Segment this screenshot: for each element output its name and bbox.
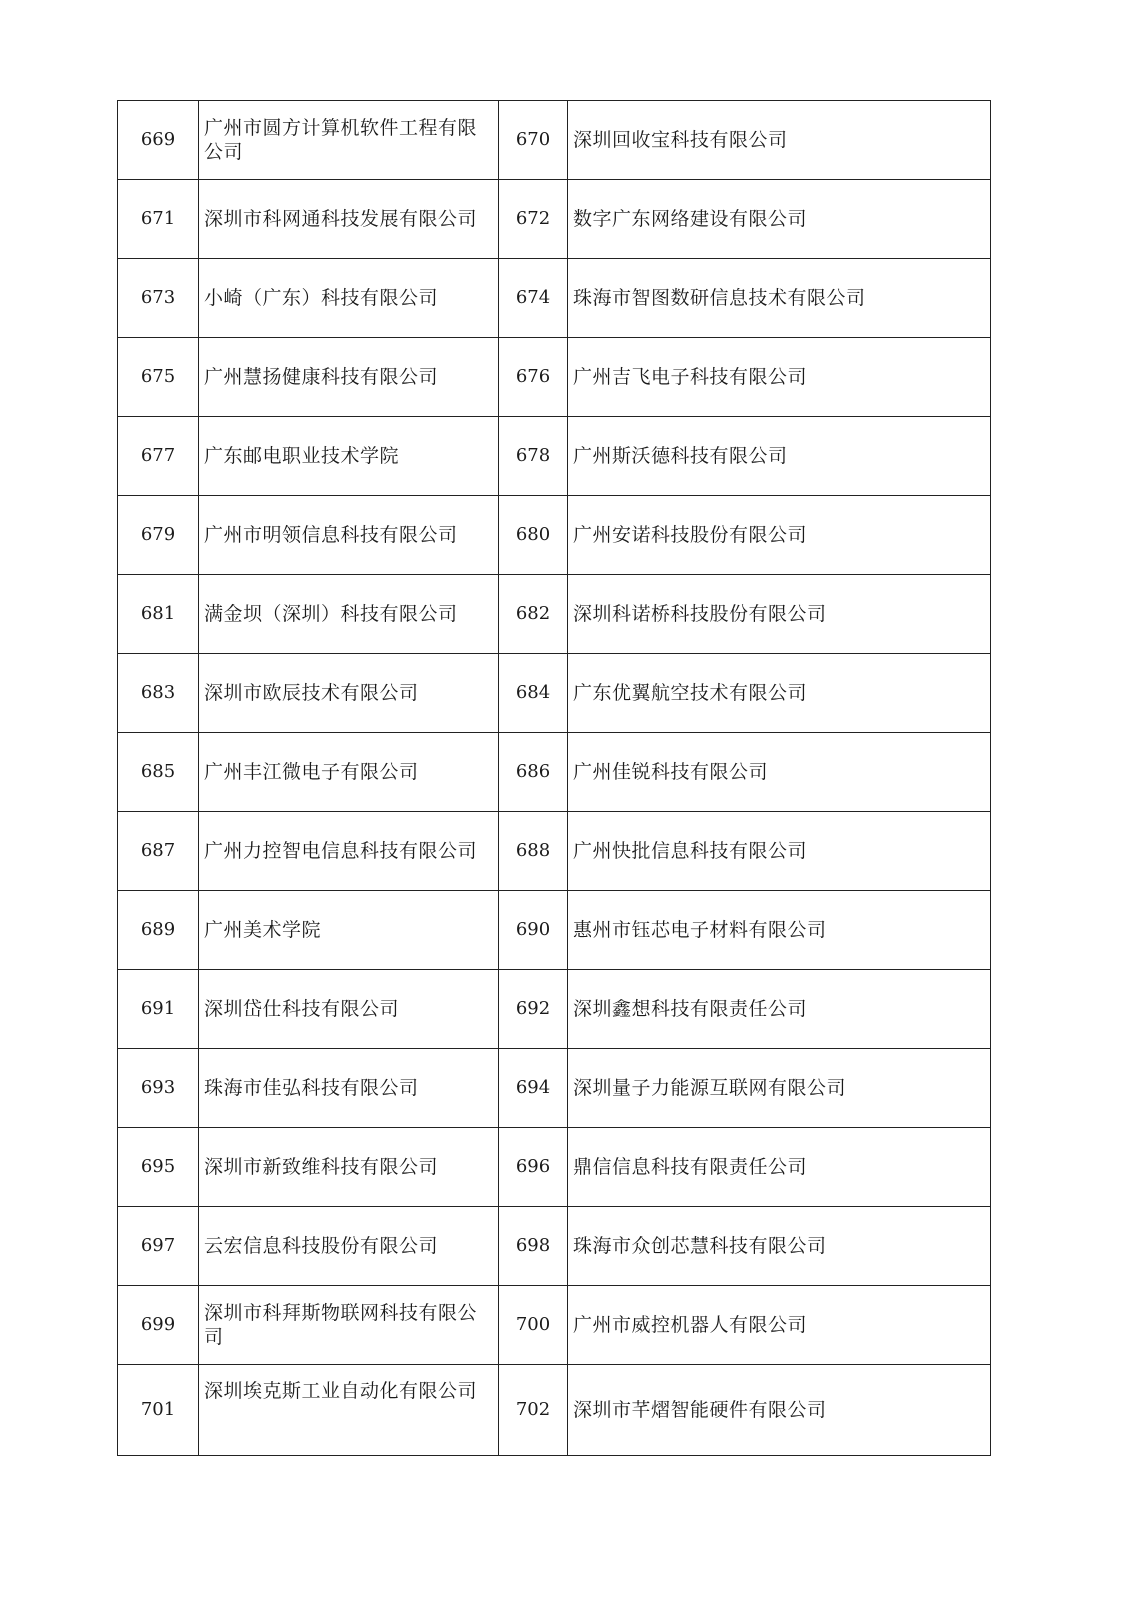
row-number-right: 694 bbox=[499, 1049, 568, 1128]
company-name-left: 广州市明领信息科技有限公司 bbox=[199, 496, 499, 575]
company-name-right: 惠州市钰芯电子材料有限公司 bbox=[568, 891, 991, 970]
row-number-right: 698 bbox=[499, 1207, 568, 1286]
company-name-right: 广州市威控机器人有限公司 bbox=[568, 1286, 991, 1365]
row-number-left: 699 bbox=[118, 1286, 199, 1365]
table-row bbox=[118, 101, 991, 180]
company-table bbox=[117, 100, 991, 1456]
table-row bbox=[118, 496, 991, 575]
row-number-right: 684 bbox=[499, 654, 568, 733]
table-row bbox=[118, 1365, 991, 1456]
table-row bbox=[118, 970, 991, 1049]
company-name-right: 深圳科诺桥科技股份有限公司 bbox=[568, 575, 991, 654]
row-number-right: 692 bbox=[499, 970, 568, 1049]
row-number-left: 687 bbox=[118, 812, 199, 891]
row-number-right: 672 bbox=[499, 180, 568, 259]
row-number-left: 681 bbox=[118, 575, 199, 654]
company-name-left: 广东邮电职业技术学院 bbox=[199, 417, 499, 496]
company-name-left: 珠海市佳弘科技有限公司 bbox=[199, 1049, 499, 1128]
row-number-right: 678 bbox=[499, 417, 568, 496]
row-number-left: 693 bbox=[118, 1049, 199, 1128]
company-name-right: 广州安诺科技股份有限公司 bbox=[568, 496, 991, 575]
company-name-left: 深圳市欧辰技术有限公司 bbox=[199, 654, 499, 733]
table-row bbox=[118, 812, 991, 891]
row-number-left: 695 bbox=[118, 1128, 199, 1207]
table-row bbox=[118, 575, 991, 654]
row-number-left: 671 bbox=[118, 180, 199, 259]
row-number-right: 686 bbox=[499, 733, 568, 812]
row-number-right: 696 bbox=[499, 1128, 568, 1207]
company-name-right: 深圳量子力能源互联网有限公司 bbox=[568, 1049, 991, 1128]
row-number-left: 689 bbox=[118, 891, 199, 970]
row-number-right: 680 bbox=[499, 496, 568, 575]
company-name-right: 深圳鑫想科技有限责任公司 bbox=[568, 970, 991, 1049]
company-name-left: 深圳市新致维科技有限公司 bbox=[199, 1128, 499, 1207]
table-row bbox=[118, 338, 991, 417]
company-name-left: 广州力控智电信息科技有限公司 bbox=[199, 812, 499, 891]
company-name-left: 广州丰江微电子有限公司 bbox=[199, 733, 499, 812]
row-number-left: 685 bbox=[118, 733, 199, 812]
row-number-left: 679 bbox=[118, 496, 199, 575]
company-name-right: 深圳市芊熠智能硬件有限公司 bbox=[568, 1365, 991, 1456]
row-number-right: 670 bbox=[499, 101, 568, 180]
company-name-right: 珠海市众创芯慧科技有限公司 bbox=[568, 1207, 991, 1286]
company-name-left: 深圳市科拜斯物联网科技有限公司 bbox=[199, 1286, 499, 1365]
table-row bbox=[118, 417, 991, 496]
row-number-left: 683 bbox=[118, 654, 199, 733]
row-number-left: 677 bbox=[118, 417, 199, 496]
row-number-left: 697 bbox=[118, 1207, 199, 1286]
row-number-right: 688 bbox=[499, 812, 568, 891]
company-name-left: 广州市圆方计算机软件工程有限公司 bbox=[199, 101, 499, 180]
row-number-left: 675 bbox=[118, 338, 199, 417]
row-number-left: 669 bbox=[118, 101, 199, 180]
company-list-sheet bbox=[117, 100, 990, 1456]
company-name-right: 广州佳锐科技有限公司 bbox=[568, 733, 991, 812]
company-name-right: 广州吉飞电子科技有限公司 bbox=[568, 338, 991, 417]
company-name-right: 广州快批信息科技有限公司 bbox=[568, 812, 991, 891]
table-row bbox=[118, 1207, 991, 1286]
row-number-left: 691 bbox=[118, 970, 199, 1049]
table-row bbox=[118, 1128, 991, 1207]
company-name-right: 鼎信信息科技有限责任公司 bbox=[568, 1128, 991, 1207]
company-name-right: 数字广东网络建设有限公司 bbox=[568, 180, 991, 259]
row-number-right: 676 bbox=[499, 338, 568, 417]
table-row bbox=[118, 654, 991, 733]
company-name-left: 云宏信息科技股份有限公司 bbox=[199, 1207, 499, 1286]
table-row bbox=[118, 1286, 991, 1365]
row-number-left: 701 bbox=[118, 1365, 199, 1456]
table-row bbox=[118, 1049, 991, 1128]
company-name-right: 广州斯沃德科技有限公司 bbox=[568, 417, 991, 496]
company-name-left: 深圳岱仕科技有限公司 bbox=[199, 970, 499, 1049]
row-number-right: 700 bbox=[499, 1286, 568, 1365]
company-name-left: 广州慧扬健康科技有限公司 bbox=[199, 338, 499, 417]
company-name-left: 广州美术学院 bbox=[199, 891, 499, 970]
company-name-right: 深圳回收宝科技有限公司 bbox=[568, 101, 991, 180]
row-number-right: 682 bbox=[499, 575, 568, 654]
company-name-left: 深圳埃克斯工业自动化有限公司 bbox=[199, 1365, 499, 1456]
table-row bbox=[118, 259, 991, 338]
table-row bbox=[118, 733, 991, 812]
table-row bbox=[118, 891, 991, 970]
company-name-left: 深圳市科网通科技发展有限公司 bbox=[199, 180, 499, 259]
table-row bbox=[118, 180, 991, 259]
row-number-right: 690 bbox=[499, 891, 568, 970]
company-name-left: 满金坝（深圳）科技有限公司 bbox=[199, 575, 499, 654]
company-name-right: 珠海市智图数研信息技术有限公司 bbox=[568, 259, 991, 338]
company-name-right: 广东优翼航空技术有限公司 bbox=[568, 654, 991, 733]
row-number-left: 673 bbox=[118, 259, 199, 338]
row-number-right: 702 bbox=[499, 1365, 568, 1456]
company-name-left: 小崎（广东）科技有限公司 bbox=[199, 259, 499, 338]
row-number-right: 674 bbox=[499, 259, 568, 338]
